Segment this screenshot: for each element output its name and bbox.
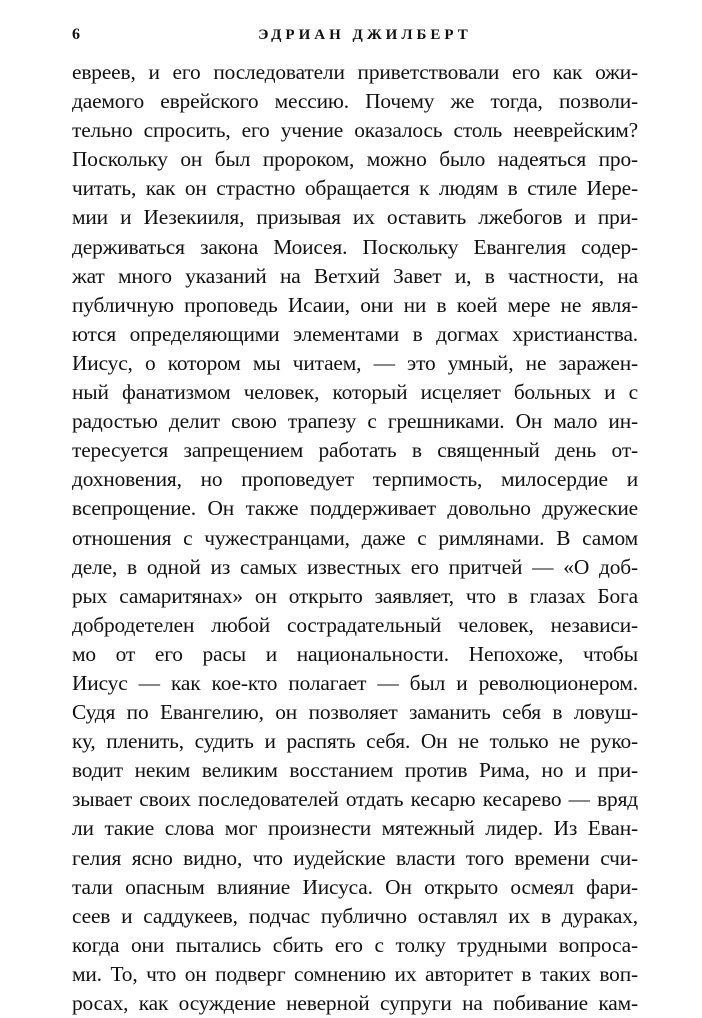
- text-line: тересуется запрещением работать в священный день от-: [72, 438, 638, 463]
- text-line: отношения с чужестранцами, даже с римлянами. В самом: [72, 525, 638, 550]
- page-number: 6: [72, 26, 80, 43]
- text-line: держиваться закона Моисея. Поскольку Евангелия содер-: [72, 234, 638, 259]
- running-head-author: ЭДРИАН ДЖИЛБЕРТ: [258, 27, 472, 43]
- page-header: [72, 24, 638, 46]
- text-line: деле, в одной из самых известных его притчей — «О доб-: [72, 554, 638, 579]
- text-line: мии и Иезекииля, призывая их оставить лжебогов и при-: [72, 205, 638, 230]
- text-line: зывает своих последователей отдать кесарю кесарево — вряд: [72, 787, 638, 812]
- text-line: когда они пытались сбить его с толку трудными вопроса-: [72, 932, 638, 957]
- text-line: всепрощение. Он также поддерживает довольно дружеские: [72, 496, 638, 521]
- text-line: радостью делит свою трапезу с грешниками. Он мало ин-: [72, 409, 638, 434]
- text-line: мо от его расы и национальности. Непохоже, чтобы: [72, 641, 638, 666]
- text-line: Поскольку он был пророком, можно было надеяться про-: [72, 147, 638, 172]
- text-line: ку, пленить, судить и распять себя. Он не только не руко-: [72, 729, 638, 754]
- body-text: [72, 58, 638, 1018]
- text-line: дохновения, но проповедует терпимость, милосердие и: [72, 467, 638, 492]
- text-line: читать, как он страстно обращается к людям в стиле Иере-: [72, 176, 638, 201]
- text-line: евреев, и его последователи приветствовали его как ожи-: [72, 60, 638, 84]
- text-line: тали опасным влияние Иисуса. Он открыто осмеял фари-: [72, 874, 638, 899]
- text-line: гелия ясно видно, что иудейские власти того времени счи-: [72, 845, 638, 870]
- text-line: Иисус, о котором мы читаем, — это умный, не заражен-: [72, 350, 638, 375]
- text-line: ный фанатизмом человек, который исцеляет больных и с: [72, 380, 638, 405]
- text-line: жат много указаний на Ветхий Завет и, в частности, на: [72, 263, 638, 288]
- text-line: Судя по Евангелию, он позволяет заманить себя в ловуш-: [72, 700, 638, 725]
- text-line: Иисус — как кое-кто полагает — был и революционером.: [72, 670, 638, 695]
- text-line: сеев и саддукеев, подчас публично оставлял их в дураках,: [72, 903, 638, 928]
- text-line: ются определяющими элементами в догмах христианства.: [72, 321, 638, 346]
- text-line: рых самаритянах» он открыто заявляет, что в глазах Бога: [72, 583, 638, 608]
- text-line: добродетелен любой сострадательный человек, независи-: [72, 612, 638, 637]
- text-line: ли такие слова мог произнести мятежный лидер. Из Еван-: [72, 816, 638, 841]
- text-line: росах, как осуждение неверной супруги на побивание кам-: [72, 991, 638, 1015]
- text-line: публичную проповедь Исаии, они ни в коей мере не явля-: [72, 292, 638, 317]
- text-line: тельно спросить, его учение оказалось столь нееврейским?: [72, 118, 638, 143]
- text-line: водит неким великим восстанием против Рима, но и при-: [72, 758, 638, 783]
- text-line: даемого еврейского мессию. Почему же тогда, позволи-: [72, 89, 638, 114]
- text-line: ми. То, что он подверг сомнению их авторитет в таких воп-: [72, 961, 638, 986]
